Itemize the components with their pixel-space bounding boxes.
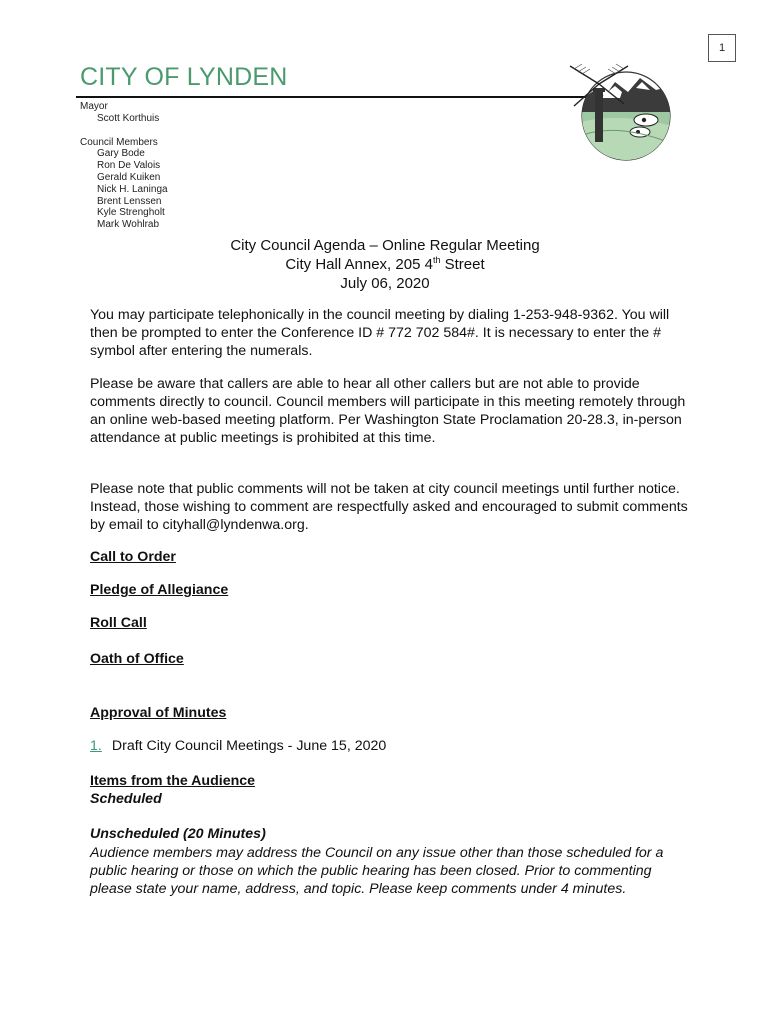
page-number: 1 [708, 34, 736, 62]
section-pledge: Pledge of Allegiance [90, 582, 229, 598]
section-audience: Items from the Audience [90, 773, 256, 789]
minutes-item-text: Draft City Council Meetings - June 15, 2020 [111, 738, 387, 754]
mayor-title: Mayor [80, 101, 108, 112]
unscheduled-instructions: Audience members may address the Council on any issue other than those scheduled for a public hearing or those on which the public hearing has been closed. Prior to commenting please state your name, address, and topic. Please keep comments under 4 minutes. [90, 845, 664, 897]
header-divider [76, 96, 606, 98]
telephone-instructions: You may participate telephonically in the council meeting by dialing 1-253-948-9362. You will then be prompted to enter the Conference ID # 772 702 584#. It is necessary to enter the # symbol after entering the numerals. [90, 307, 670, 359]
caller-notice: Please be aware that callers are able to hear all other callers but are not able to provide comments directly to council. Council members will participate in this meeting remotely through an online web-based meeting platform. Per Washington State Proclamation 20-28.3, in-person attendance at public meetings is prohibited at this time. [90, 376, 686, 446]
city-title: CITY OF LYNDEN [80, 63, 288, 91]
audience-scheduled: Scheduled [90, 791, 162, 807]
council-title: Council Members [80, 136, 158, 148]
city-logo-windmill [560, 60, 680, 166]
council-member: Gary Bode [97, 148, 145, 160]
section-oath: Oath of Office [90, 651, 184, 667]
section-roll-call: Roll Call [90, 615, 147, 631]
section-approval-of-minutes: Approval of Minutes [90, 705, 227, 721]
council-member: Kyle Strengholt [97, 207, 165, 219]
mayor-name: Scott Korthuis [97, 112, 160, 124]
council-member: Ron De Valois [97, 160, 161, 172]
council-member: Gerald Kuiken [97, 171, 161, 183]
section-call-to-order: Call to Order [90, 549, 176, 565]
council-member: Mark Wohlrab [97, 219, 160, 231]
agenda-date: July 06, 2020 [340, 275, 430, 292]
minutes-item-link[interactable]: 1. [90, 738, 102, 754]
council-member: Brent Lenssen [97, 195, 162, 207]
audience-unscheduled: Unscheduled (20 Minutes) [90, 826, 266, 842]
agenda-heading [190, 236, 580, 293]
officials-list [80, 101, 168, 231]
council-member: Nick H. Laninga [97, 183, 168, 195]
minutes-item [90, 738, 386, 754]
public-comment-notice: Please note that public comments will not be taken at city council meetings until further notice. Instead, those wishing to comment are respectfully asked and encouraged to submit comments by email to cityhall@lyndenwa.org. [90, 481, 688, 533]
agenda-location: City Hall Annex, 205 4th Street [285, 255, 485, 273]
agenda-title: City Council Agenda – Online Regular Meeting [230, 237, 540, 254]
